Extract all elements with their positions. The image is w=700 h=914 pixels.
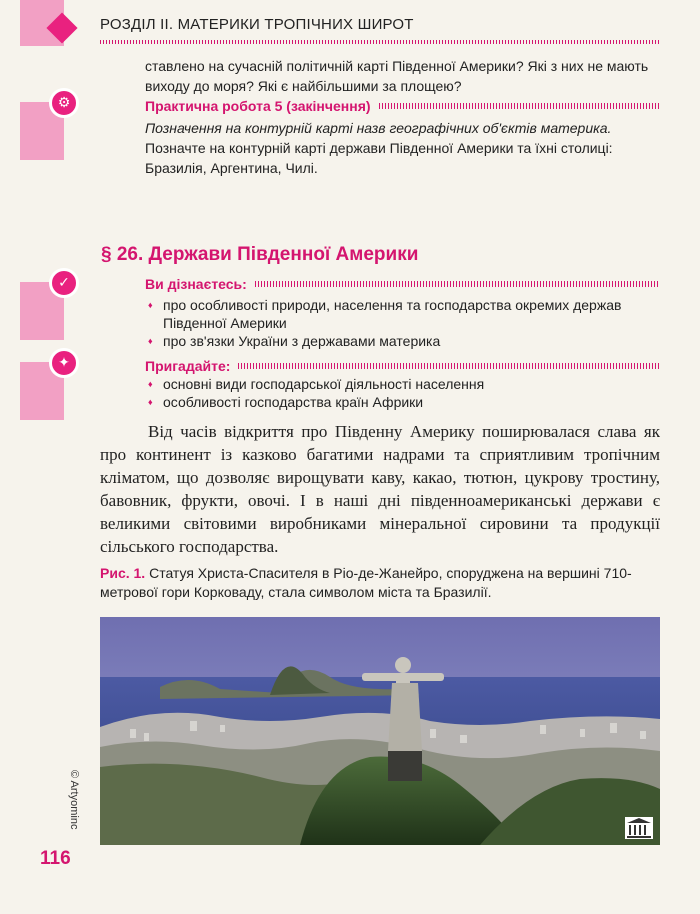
recall-heading: Пригадайте: <box>145 358 231 374</box>
recall-item: ♦ особливості господарства країн Африки <box>145 393 660 411</box>
page-number: 116 <box>40 848 71 869</box>
practical-task: Позначте на контурній карті держави Південної Америки та їхні столиці: Бразилія, Аргентина, Чилі. <box>145 140 613 176</box>
body-paragraph <box>100 420 660 558</box>
intro-text: ставлено на сучасній політичній карті Південної Америки? Які з них не мають виходу до моря? Які є найбільшими за площею? <box>145 58 649 94</box>
header-divider <box>100 40 660 44</box>
learn-item: ♦ про особливості природи, населення та господарства окремих держав Південної Америки <box>145 296 660 332</box>
rio-photo-illustration <box>100 617 660 845</box>
figure-caption-text: Статуя Христа-Спасителя в Ріо-де-Жанейро, споруджена на вершині 710-метрової гори Корковаду, стала символом міста та Бразилії. <box>100 565 632 600</box>
practical-subtitle: Позначення на контурній карті назв географічних об'єктів материка. <box>145 120 612 136</box>
recall-divider <box>238 363 660 369</box>
recall-list <box>145 375 660 411</box>
body-text: Від часів відкриття про Південну Америку поширювалася слава як про континент із казково багатими надрами та сприятливим тропічним кліматом, що дозволяє вирощувати каву, какао, тютюн, цукрову тростину, бавовник, фрукти, овочі. І в наші дні південноамериканські держави є великими світовими виробниками мінеральної сировини та продукції сільського господарства. <box>100 422 660 556</box>
learn-item: ♦ про зв'язки України з державами материка <box>145 332 660 350</box>
figure-label: Рис. 1. <box>100 565 146 581</box>
learn-heading-row <box>145 276 660 292</box>
recall-item: ♦ основні види господарської діяльності населення <box>145 375 660 393</box>
section-title: § 26. Держави Південної Америки <box>101 244 419 265</box>
lightbulb-icon: ✦ <box>49 348 79 378</box>
rio-photo <box>100 617 660 845</box>
practical-heading-row <box>145 98 660 114</box>
checkmark-icon: ✓ <box>49 268 79 298</box>
learn-list <box>145 296 660 350</box>
unesco-logo <box>625 817 653 839</box>
practical-work-icon: ⚙ <box>49 88 79 118</box>
photo-credit: © Artyominc <box>68 770 80 830</box>
practical-divider <box>379 103 660 109</box>
learn-heading: Ви дізнаєтесь: <box>145 276 247 292</box>
chapter-header: РОЗДІЛ ІІ. МАТЕРИКИ ТРОПІЧНИХ ШИРОТ <box>100 16 414 33</box>
figure-caption <box>100 564 660 602</box>
recall-heading-row <box>145 358 660 374</box>
learn-divider <box>255 281 660 287</box>
practical-title: Практична робота 5 (закінчення) <box>145 98 371 114</box>
